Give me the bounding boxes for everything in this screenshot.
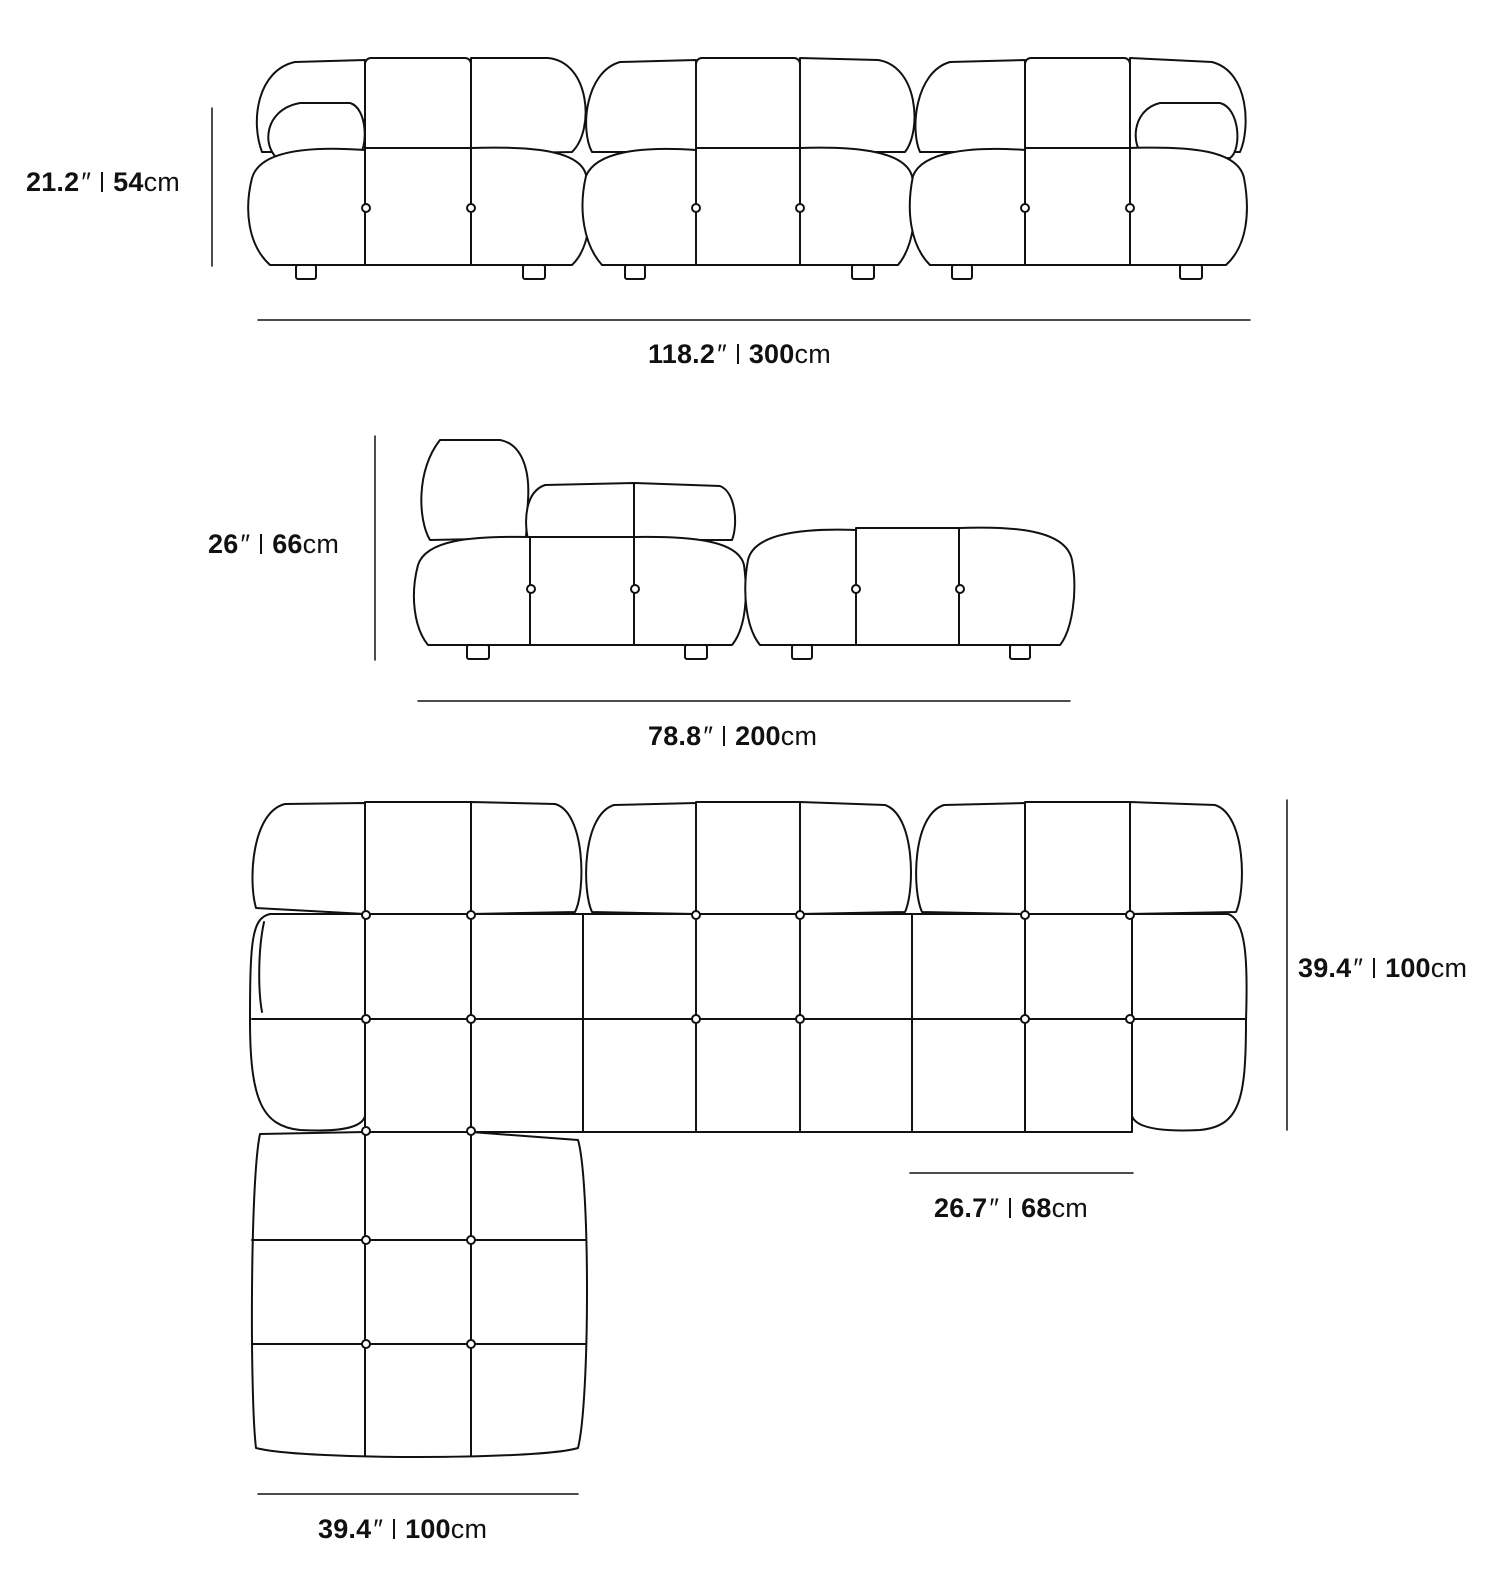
front-seat-5 (696, 148, 800, 265)
front-seat-4 (583, 149, 696, 265)
front-seat-1 (248, 149, 365, 265)
front-height-label: 21.2″ 54cm (26, 167, 180, 197)
side-back-cushion-1 (526, 483, 634, 540)
side-view (414, 440, 1074, 659)
plan-depth-label: 39.4″ 100cm (1298, 953, 1468, 983)
front-back-cushion-7 (915, 60, 1025, 152)
front-seat-2 (365, 148, 471, 265)
front-seat-6 (800, 148, 915, 265)
front-width-label: 118.2″ 300cm (648, 339, 831, 369)
front-back-cushion-3 (471, 58, 586, 154)
side-seat-2 (530, 537, 634, 645)
plan-back-3 (471, 802, 581, 914)
plan-back-1 (252, 803, 365, 914)
front-back-cushion-6 (800, 58, 914, 152)
plan-back-6 (800, 802, 911, 914)
front-back-cushion-4 (586, 60, 696, 152)
plan-back-2 (365, 802, 471, 914)
front-back-cushion-8 (1025, 58, 1130, 154)
side-back-cushion-2 (634, 483, 735, 540)
module-width-label: 26.7″ 68cm (934, 1193, 1088, 1223)
side-seat-1 (414, 537, 530, 645)
side-width-label: 78.8″ 200cm (648, 721, 818, 751)
front-view (248, 58, 1247, 279)
plan-right-arm (1132, 914, 1247, 1130)
side-feet (467, 645, 1030, 659)
front-feet (296, 265, 1202, 279)
plan-view (250, 802, 1247, 1457)
plan-chaise (252, 1132, 587, 1457)
side-ottoman-3 (959, 528, 1074, 645)
side-tall-back (421, 440, 528, 540)
front-seat-9 (1130, 148, 1247, 265)
chaise-width-label: 39.4″ 100cm (318, 1514, 488, 1544)
side-ottoman-2 (856, 528, 959, 645)
front-seat-7 (910, 149, 1025, 265)
plan-back-5 (696, 802, 800, 914)
side-height-label: 26″ 66cm (208, 529, 340, 559)
plan-back-7 (916, 803, 1025, 914)
plan-back-4 (586, 803, 696, 914)
front-seat-3 (471, 148, 590, 265)
front-back-cushion-5 (696, 58, 800, 154)
plan-left-arm (250, 914, 365, 1130)
side-ottoman-1 (745, 530, 856, 645)
side-seat-3 (634, 537, 746, 645)
front-back-cushion-2 (365, 58, 471, 154)
plan-seat-grid (365, 914, 1132, 1132)
front-seat-8 (1025, 148, 1130, 265)
plan-back-9 (1130, 802, 1242, 914)
plan-back-8 (1025, 802, 1130, 914)
